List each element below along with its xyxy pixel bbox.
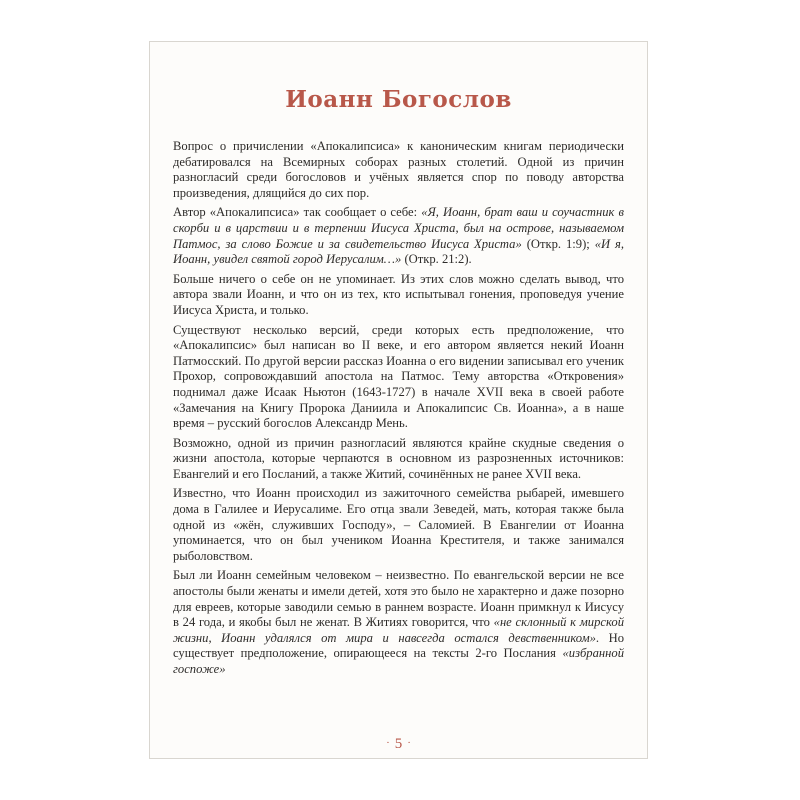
reference-1: (Откр. 1:9); <box>521 236 595 251</box>
quote-epistle: «избранной госпоже» <box>173 646 624 676</box>
paragraph-2-intro: Автор «Апокалипсиса» так сообщает о себе: <box>173 205 422 220</box>
quote-vitae: «не склонный к мирской жизни, Иоанн удалялся от мира и навсегда остался девственником» <box>173 615 624 645</box>
book-page <box>149 41 648 759</box>
paragraph-4: Существуют несколько версий, среди которых есть предположение, что «Апокалипсис» был написан во II веке, и его автором является некий Иоанн Патмосский. По другой версии рассказ Иоанна о его видении записывал его ученик Прохор, сопровождавший апостола на Патмос. Тему авторства «Откровения» поднимал даже Исаак Ньютон (1643-1727) в начале XVII века в своей работе «Замечания на Книгу Пророка Даниила и Апокалипсис Св. Иоанна», а в наше время – русский богослов Александр Мень. <box>173 322 624 431</box>
ornament-dot-right: · <box>407 737 411 749</box>
paragraph-7-text-b: . Но существует предположение, опирающееся на тексты 2-го Послания <box>173 630 624 661</box>
page-number: 5 <box>394 736 403 752</box>
paragraph-2 <box>173 205 624 267</box>
paragraph-5: Возможно, одной из причин разногласий являются крайне скудные сведения о жизни апостола, которые черпаются в основном из разрозненных источников: Евангелий и его Посланий, а также Житий, сочинённых не ранее XVII века. <box>173 435 624 481</box>
ornament-dot-left: · <box>386 737 390 749</box>
paragraph-3: Больше ничего о себе он не упоминает. Из этих слов можно сделать вывод, что автора звали Иоанн, и что он из тех, кто испытывал гонения, проповедуя учение Иисуса Христа, и только. <box>173 271 624 317</box>
page-body <box>173 139 624 682</box>
paragraph-1: Вопрос о причислении «Апокалипсиса» к каноническим книгам периодически дебатировался на Всемирных соборах разных столетий. Одной из причин разногласий среди богословов и учёных является спор по поводу авторства произведения, длящийся до сих пор. <box>173 139 624 200</box>
paragraph-6: Известно, что Иоанн происходил из зажиточного семейства рыбарей, имевшего дома в Галилее и Иерусалиме. Его отца звали Зеведей, мать, которая также была одной из «жён, служивших Господу», – Саломией. В Евангелии от Иоанна упоминается, что он был учеником Иоанна Крестителя, и также занимался рыболовством. <box>173 486 624 563</box>
page-number-footer <box>150 736 647 753</box>
quote-revelation-21-2: «И я, Иоанн, увидел святой город Иерусалим…» <box>173 236 625 267</box>
paragraph-7 <box>173 568 624 677</box>
quote-revelation-1-9: «Я, Иоанн, брат ваш и соучастник в скорби и в царствии и в терпении Иисуса Христа, был на острове, называемом Патмос, за слово Божие и за свидетельство Иисуса Христа» <box>173 205 624 251</box>
page-title: Иоанн Богослов <box>285 86 512 113</box>
paragraph-7-text-a: Был ли Иоанн семейным человеком – неизвестно. По евангельской версии не все апостолы были женаты и имели детей, хотя это было не характерно и даже позорно для евреев, которые заводили семью в раннем возрасте. Иоанн примкнул к Иисусу в 24 года, и якобы был не женат. В Житиях говорится, что <box>173 568 624 630</box>
reference-2: (Откр. 21:2). <box>401 252 472 267</box>
